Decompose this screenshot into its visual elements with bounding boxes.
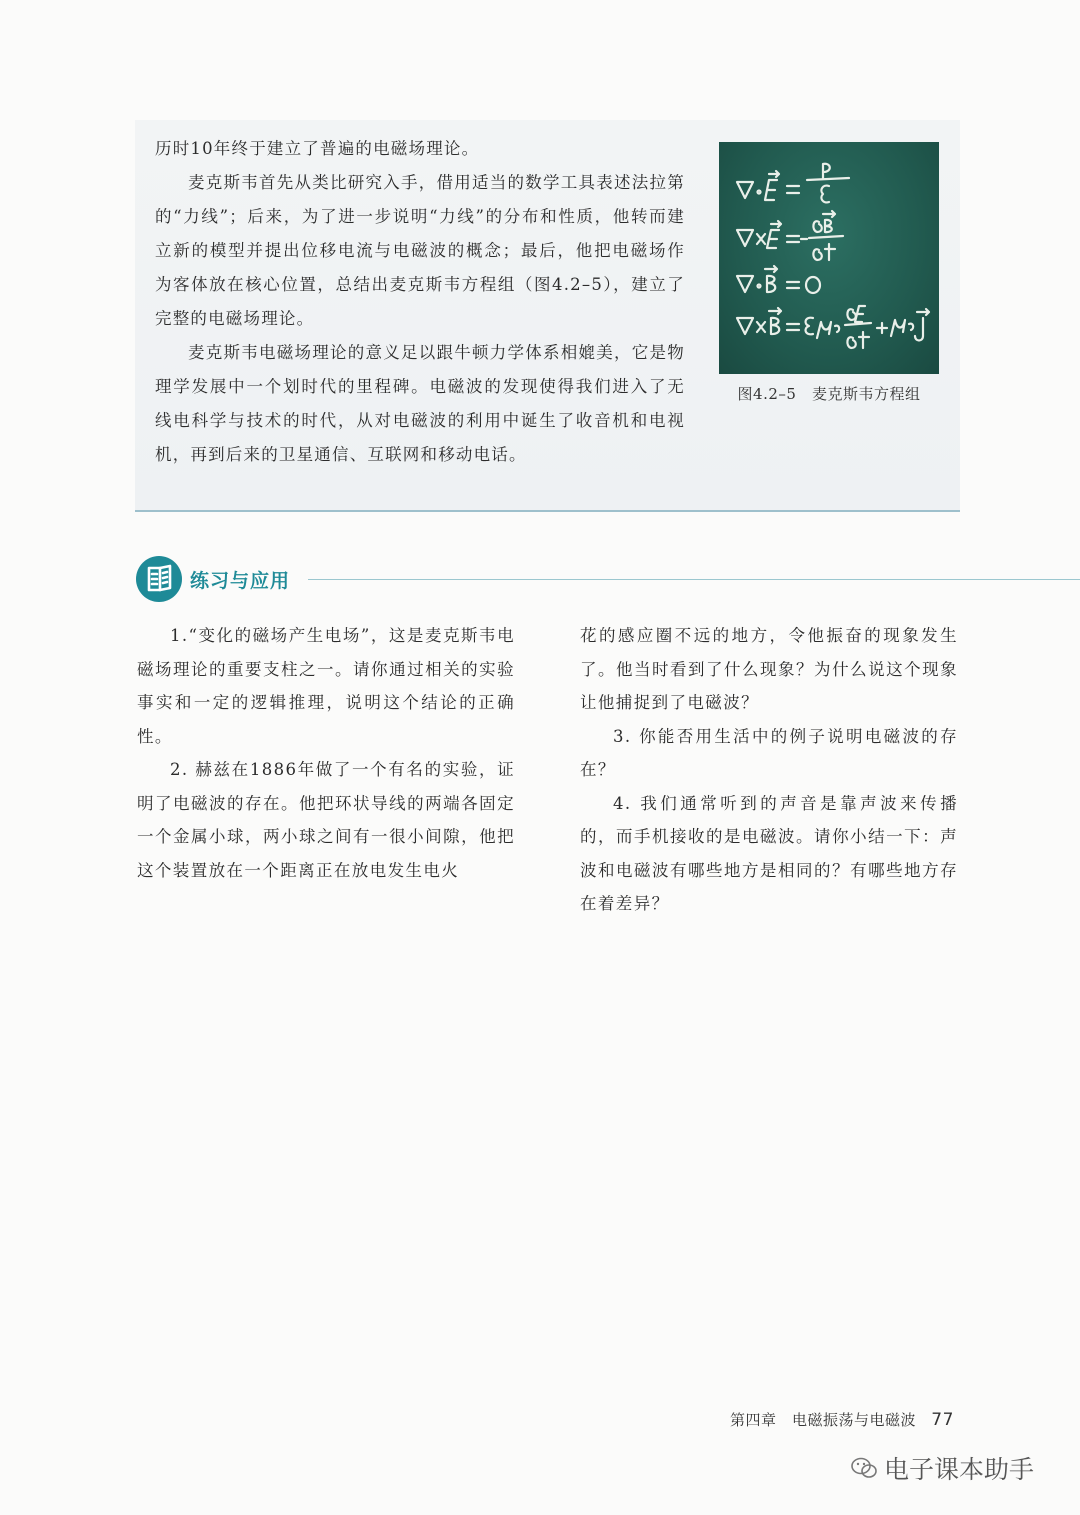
reading-text: [155, 132, 685, 472]
exercise-column-right: [580, 619, 958, 921]
exercise-item: 4. 我们通常听到的声音是靠声波来传播的，而手机接收的是电磁波。请你小结一下：声波和电磁波有哪些地方是相同的？有哪些地方存在着差异？: [580, 793, 958, 913]
section-title: 练习与应用: [190, 570, 291, 592]
maxwell-equations-figure: [719, 142, 939, 374]
exercise-book-icon: [136, 556, 182, 602]
exercise-item: 花的感应圈不远的地方，令他振奋的现象发生了。他当时看到了什么现象？为什么说这个现象让他捕捉到了电磁波？: [580, 626, 958, 712]
chapter-title: 第四章 电磁振荡与电磁波: [730, 1411, 917, 1429]
exercise-item: 2. 赫兹在1886年做了一个有名的实验，证明了电磁波的存在。他把环状导线的两端各固定一个金属小球，两小球之间有一很小间隙，他把这个装置放在一个距离正在放电发生电火: [137, 760, 515, 880]
reading-paragraph: 麦克斯韦首先从类比研究入手，借用适当的数学工具表述法拉第的“力线”；后来，为了进一步说明“力线”的分布和性质，他转而建立新的模型并提出位移电流与电磁波的概念；最后，他把电磁场作为客体放在核心位置，总结出麦克斯韦方程组（图4.2–5），建立了完整的电磁场理论。: [155, 173, 685, 328]
reading-paragraph: 麦克斯韦电磁场理论的意义足以跟牛顿力学体系相媲美，它是物理学发展中一个划时代的里程碑。电磁波的发现使得我们进入了无线电科学与技术的时代，从对电磁波的利用中诞生了收音机和电视机，再到后来的卫星通信、互联网和移动电话。: [155, 343, 685, 464]
reading-box: [135, 120, 960, 512]
chalkboard-equations-image: [719, 142, 939, 374]
reading-paragraph: 历时10年终于建立了普遍的电磁场理论。: [155, 139, 480, 158]
section-header: [136, 556, 1080, 604]
exercise-item: 3. 你能否用生活中的例子说明电磁波的存在？: [580, 726, 958, 779]
exercise-item: 1.“变化的磁场产生电场”，这是麦克斯韦电磁场理论的重要支柱之一。请你通过相关的实验事实和一定的逻辑推理，说明这个结论的正确性。: [137, 626, 515, 746]
figure-caption: 图4.2–5 麦克斯韦方程组: [737, 385, 921, 403]
exercise-column-left: [137, 619, 515, 887]
watermark-text: 电子课本助手: [884, 1455, 1035, 1484]
wechat-icon: [850, 1456, 878, 1480]
section-divider: [308, 579, 1080, 580]
page-footer: [730, 1409, 954, 1430]
page-number: 77: [931, 1410, 954, 1430]
